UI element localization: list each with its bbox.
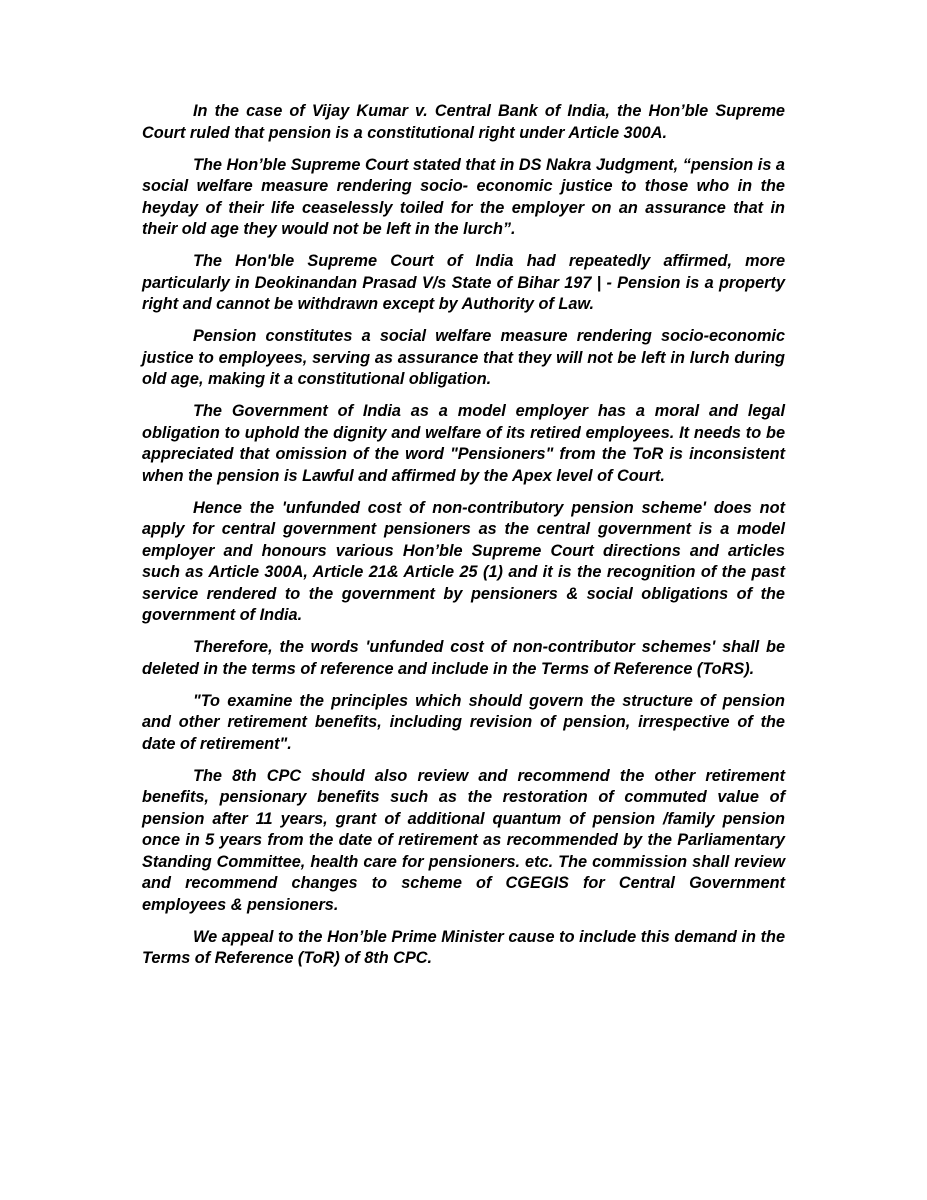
paragraph-proposed-tor-text: "To examine the principles which should govern the structure of pension and other retirement benefits, including revision of pension, irrespective of the date of retirement". [142,691,785,753]
paragraph-appeal-prime-minister: We appeal to the Hon’ble Prime Minister cause to include this demand in the Terms of Reference (ToR) of 8th CPC. [142,927,785,967]
paragraph-vijay-kumar-case: In the case of Vijay Kumar v. Central Bank of India, the Hon’ble Supreme Court ruled that pension is a constitutional right under Article 300A. [142,102,785,142]
paragraph-deokinandan-prasad: The Hon'ble Supreme Court of India had repeatedly affirmed, more particularly in Deokinandan Prasad V/s State of Bihar 197 | - Pension is a property right and cannot be withdrawn except by Authority of Law. [142,252,785,313]
paragraph-social-welfare-measure: Pension constitutes a social welfare measure rendering socio-economic justice to employees, serving as assurance that they will not be left in lurch during old age, making it a constitutional obligation. [142,327,785,388]
paragraph-ds-nakra-judgment: The Hon’ble Supreme Court stated that in DS Nakra Judgment, “pension is a social welfare measure rendering socio- economic justice to those who in the heyday of their life ceaselessly toiled for the employer on an assurance that in their old age they would not be left in the lurch”. [142,155,785,238]
paragraph-unfunded-cost: Hence the 'unfunded cost of non-contributory pension scheme' does not apply for central government pensioners as the central government is a model employer and honours various Hon’ble Supreme Court directions and articles such as Article 300A, Article 21& Article 25 (1) and it is the recognition of the past service rendered to the government by pensioners & social obligations of the government of India. [142,498,785,624]
paragraph-8th-cpc-review: The 8th CPC should also review and recommend the other retirement benefits, pensionary benefits such as the restoration of commuted value of pension after 11 years, grant of additional quantum of pension /family pension once in 5 years from the date of retirement as recommended by the Parliamentary Standing Committee, health care for pensioners. etc. The commission shall review and recommend changes to scheme of CGEGIS for Central Government employees & pensioners. [142,766,785,914]
document-body [142,101,785,980]
paragraph-model-employer: The Government of India as a model employer has a moral and legal obligation to uphold the dignity and welfare of its retired employees. It needs to be appreciated that omission of the word "Pensioners" from the ToR is inconsistent when the pension is Lawful and affirmed by the Apex level of Court. [142,402,785,485]
paragraph-deletion-request: Therefore, the words 'unfunded cost of non-contributor schemes' shall be deleted in the terms of reference and include in the Terms of Reference (ToRS). [142,638,785,678]
